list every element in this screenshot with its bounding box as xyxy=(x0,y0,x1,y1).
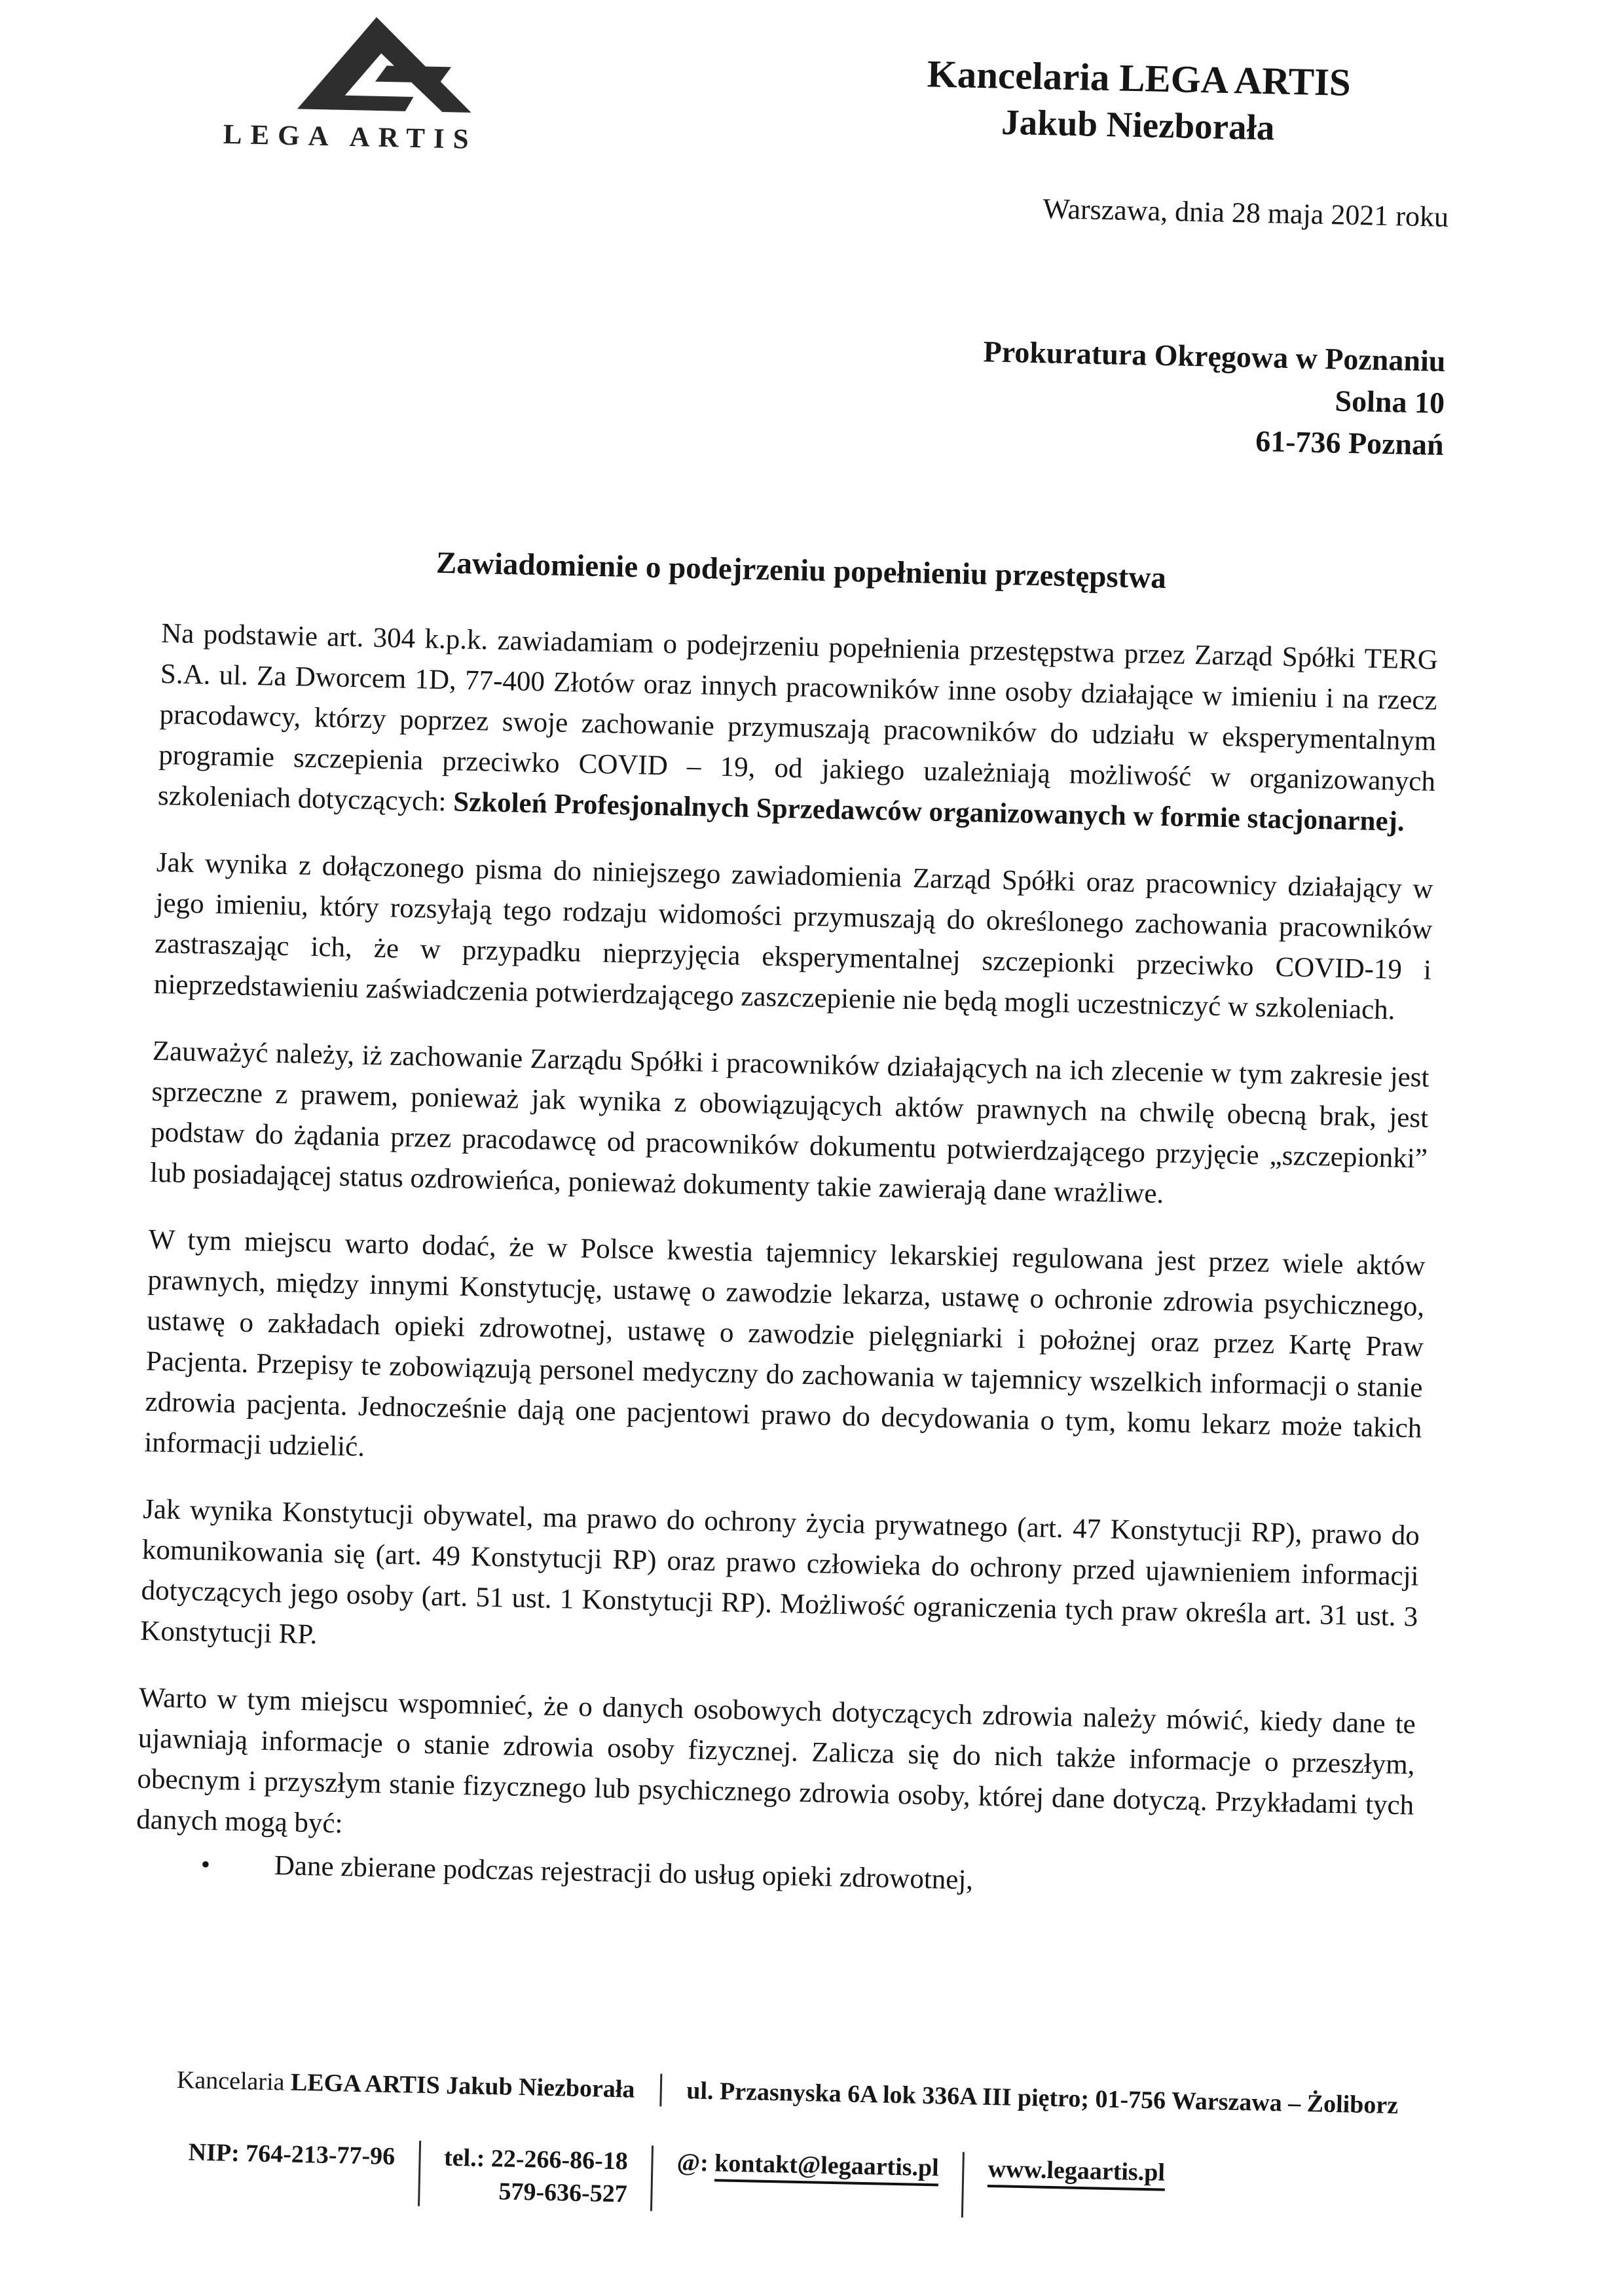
website-link: www.legaartis.pl xyxy=(987,2155,1165,2191)
document-title: Zawiadomienie o podejrzeniu popełnieniu przestępstwa xyxy=(435,545,1167,596)
footer-website-block xyxy=(961,2152,1189,2222)
footer-phone-line1: tel.: 22-266-86-18 xyxy=(443,2143,629,2176)
recipient-line: Prokuratura Okręgowa w Poznaniu xyxy=(983,335,1446,378)
dateline: Warszawa, dnia 28 maja 2021 roku xyxy=(1043,192,1449,234)
paragraph-4: W tym miejscu warto dodać, że w Polsce kwestia tajemnicy lekarskiej regulowana jest przez wiele aktów prawnych, między innymi Konstytucję, ustawę o zawodzie lekarza, ustawę o ochronie zdrowia psychicznego, ustawę o zakładach opieki zdrowotnej, ustawę o zawodzie pielęgniarki i położnej oraz przez Kartę Praw Pacjenta. Przepisy te zobowiązują personel medyczny do zachowania w tajemnicy wszelkich informacji o stanie zdrowia pacjenta. Jednocześnie dają one pacjentowi prawo do decydowania o tym, komu lekarz może takich informacji udzielić. xyxy=(143,1224,1426,1463)
lega-artis-logo xyxy=(214,12,489,156)
document-body xyxy=(135,613,1438,1910)
sender-name-line1: Kancelaria LEGA ARTIS xyxy=(927,52,1352,104)
footer-phone-block xyxy=(418,2141,652,2211)
paragraph-3: Zauważyć należy, iż zachowanie Zarządu Spółki i pracowników działających na ich zlecenie w tym zakresie jest sprzeczne z prawem, ponieważ jak wynika z obowiązujących aktów prawnych na chwilę obecną brak, jest podstaw do żądania przez pracodawcę od pracowników dokumentu potwierdzającego przyjęcie „szczepionki” lub posiadającej status ozdrowieńca, ponieważ dokumenty takie zawierają dane wrażliwe. xyxy=(149,1035,1430,1210)
sender-name-block xyxy=(800,46,1477,155)
paragraph-2: Jak wynika z dołączonego pisma do niniejszego zawiadomienia Zarząd Spółki oraz pracownicy działający w jego imieniu, który rozsyłają tego rodzaju widomości przymuszają do określonego zachowania pracowników zastraszając ich, że w przypadku nieprzyjęcia eksperymentalnej szczepionki przeciwko COVID-19 i nieprzedstawieniu zaświadczenia potwierdzającego zaszczepienie nie będą mogli uczestniczyć w szkoleniach. xyxy=(153,847,1433,1026)
sender-name-line2: Jakub Niezborała xyxy=(1001,101,1275,148)
footer-office-address: ul. Przasnyska 6A lok 336A III piętro; 01-756 Warszawa – Żoliborz xyxy=(659,2073,1399,2122)
paragraph-1 xyxy=(157,613,1438,843)
bullet-item-text: Dane zbierane podczas rejestracji do usług opieki zdrowotnej, xyxy=(274,1850,974,1896)
lega-artis-triangle-icon xyxy=(287,14,482,122)
logo-wordmark: LEGA ARTIS xyxy=(223,118,478,155)
footer-email-block xyxy=(650,2145,963,2217)
footer-row-office xyxy=(176,2064,1519,2124)
email-link: kontakt@legaartis.pl xyxy=(714,2149,939,2186)
paragraph-1-text: Na podstawie art. 304 k.p.k. zawiadamiam o podejrzeniu popełnienia przestępstwa przez Zarząd Spółki TERG S.A. ul. Za Dworcem 1D, 77-400 Złotów oraz innych pracowników inne osoby działające w imieniu i na rzecz pracodawcy, którzy poprzez swoje zachowanie przymuszają pracowników do udziału w eksperymentalnym programie szczepienia przeciwko COVID – 19, od jakiego uzależniają możliwość w organizowanych szkoleniach dotyczących: xyxy=(157,618,1439,818)
email-prefix: @: xyxy=(676,2149,715,2178)
paragraph-1-bold-emphasis: Szkoleń Profesjonalnych Sprzedawców organizowanych w formie stacjonarnej. xyxy=(452,786,1405,837)
recipient-block xyxy=(981,331,1446,466)
paragraph-5: Jak wynika Konstytucji obywatel, ma prawo do ochrony życia prywatnego (art. 47 Konstytucji RP), prawo do komunikowania się (art. 49 Konstytucji RP) oraz prawo człowieka do ochrony przed ujawnieniem informacji dotyczących jego osoby (art. 51 ust. 1 Konstytucji RP). Możliwość ograniczenia tych praw określa art. 31 ust. 3 Konstytucji RP. xyxy=(139,1493,1420,1650)
footer-office-name xyxy=(176,2064,659,2106)
footer-office-bold: LEGA ARTIS Jakub Niezborała xyxy=(290,2068,635,2104)
footer-office-prefix: Kancelaria xyxy=(176,2066,291,2096)
recipient-line: Solna 10 xyxy=(1335,384,1445,420)
paragraph-6: Warto w tym miejscu wspomnieć, że o danych osobowych dotyczących zdrowia należy mówić, kiedy dane te ujawniają informacje o stanie zdrowia osoby fizycznej. Zalicza się do nich także informacje o przeszłym, obecnym i przyszłym stanie fizycznego lub psychicznego zdrowia osoby, której dane dotyczą. Przykładami tych danych mogą być: xyxy=(136,1682,1416,1840)
bullet-dot: • xyxy=(200,1849,211,1879)
recipient-line: 61-736 Poznań xyxy=(1255,424,1445,462)
footer-nip: NIP: 764-213-77-96 xyxy=(188,2138,396,2170)
footer-row-contacts xyxy=(187,2136,1189,2222)
footer-phone-line2: 579-636-527 xyxy=(498,2178,628,2208)
